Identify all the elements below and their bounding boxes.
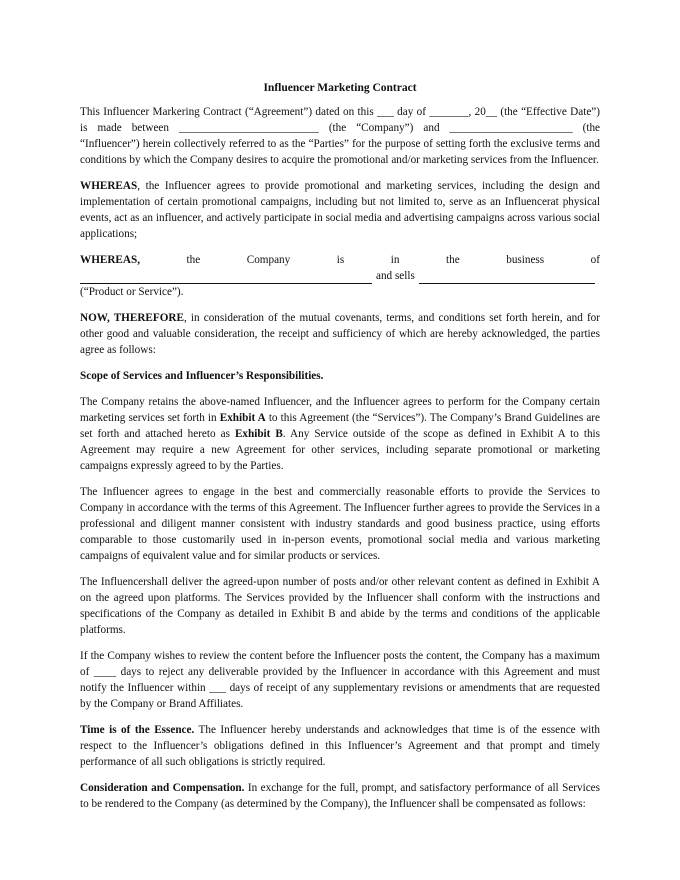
now-therefore-text: , in consideration of the mutual covenants, terms, and conditions set forth herein, and for other good and valuable consideration, the receipt and sufficiency of which are hereby acknowledged, the parties agree as follows: bbox=[80, 312, 600, 356]
consideration-lead: Consideration and Compensation. bbox=[80, 782, 245, 794]
time-essence-lead: Time is of the Essence. bbox=[80, 724, 195, 736]
whereas-paragraph-2 bbox=[80, 252, 600, 300]
time-essence-paragraph bbox=[80, 722, 600, 770]
business-blank bbox=[80, 272, 372, 284]
scope-paragraph-4: If the Company wishes to review the content before the Influencer posts the content, the Company has a maximum of ____ days to reject any deliverable provided by the Influencer in accordance with this Agreement and must notify the Influencer within ___ days of receipt of any supplementary revisions or amendments that are requested by the Company or Brand Affiliates. bbox=[80, 650, 600, 710]
whereas-text: , the Influencer agrees to provide promotional and marketing services, including the design and implementation of certain promotional campaigns, including but not limited to, serve as an Influencerat physical events, act as an influencer, and actively participate in social media and advertising campaigns across various social applications; bbox=[80, 180, 600, 240]
time-essence-text: The Influencer hereby understands and acknowledges that time is of the essence with respect to the Influencer’s obligations defined in this Influencer’s Agreement and that prompt and timely performance of all such obligations is strictly required. bbox=[80, 724, 600, 768]
consideration-paragraph bbox=[80, 780, 600, 812]
whereas-word: of bbox=[590, 254, 600, 266]
whereas-word: Company bbox=[246, 254, 291, 266]
scope-text: to this Agreement (the “Services”). The Company’s Brand Guidelines are set forth and attached hereto as bbox=[80, 412, 600, 440]
product-blank bbox=[419, 272, 595, 284]
scope-text: The Company retains the above-named Influencer, and the Influencer agrees to perform for the Company certain marketing services set forth in bbox=[80, 396, 600, 424]
exhibit-a-ref: Exhibit A bbox=[219, 412, 266, 424]
now-therefore-paragraph bbox=[80, 310, 600, 358]
scope-paragraph-3: The Influencershall deliver the agreed-upon number of posts and/or other relevant content as defined in Exhibit A on the agreed upon platforms. The Services provided by the Influencer shall conform with the instructions and specifications of the Company as detailed in Exhibit B and abide by the terms and conditions of the applicable platforms. bbox=[80, 576, 600, 636]
consideration-text: In exchange for the full, prompt, and satisfactory performance of all Services to be rendered to the Company (as determined by the Company), the Influencer shall be compensated as follows: bbox=[80, 782, 600, 810]
scope-paragraph-2: The Influencer agrees to engage in the best and commercially reasonable efforts to provide the Services to Company in accordance with the terms of this Agreement. The Influencer further agrees to provide the Services in a professional and diligent manner consistent with industry standards and good business practice, using efforts comparable to those customarily used in in-person events, promotional social media and various marketing campaigns of equivalent value and for similar products or services. bbox=[80, 486, 600, 562]
whereas-paragraph-1 bbox=[80, 178, 600, 242]
whereas-word: business bbox=[506, 254, 545, 266]
business-blank-line bbox=[80, 268, 600, 284]
product-service-label: (“Product or Service”). bbox=[80, 286, 184, 298]
whereas-word: the bbox=[446, 254, 460, 266]
whereas-word: in bbox=[390, 254, 400, 266]
sells-label: and sells bbox=[376, 270, 415, 282]
whereas-word: is bbox=[336, 254, 345, 266]
whereas-lead: WHEREAS, bbox=[80, 254, 140, 266]
exhibit-b-ref: Exhibit B bbox=[234, 428, 283, 440]
document-title: Influencer Marketing Contract bbox=[263, 82, 417, 94]
scope-heading: Scope of Services and Influencer’s Responsibilities. bbox=[80, 370, 324, 382]
intro-paragraph: This Influencer Markering Contract (“Agreement”) dated on this ___ day of _______, 20__ (the “Effective Date”) is made between _________________________ (the “Company”) and ______________________ (the “Influencer”) herein collectively referred to as the “Parties” for the purpose of setting forth the exclusive terms and conditions by which the Company desires to acquire the promotional and/or marketing services from the Influencer. bbox=[80, 106, 600, 166]
scope-text: . Any Service outside of the scope as defined in Exhibit A to this Agreement may require a new Agreement for other services, including separate promotional or marketing campaigns expressly agreed to by the Parties. bbox=[80, 428, 600, 472]
whereas-word: the bbox=[186, 254, 201, 266]
whereas-business-line bbox=[80, 252, 600, 268]
whereas-lead: WHEREAS bbox=[80, 180, 138, 192]
now-therefore-lead: NOW, THEREFORE bbox=[80, 312, 184, 324]
scope-paragraph-1 bbox=[80, 394, 600, 474]
